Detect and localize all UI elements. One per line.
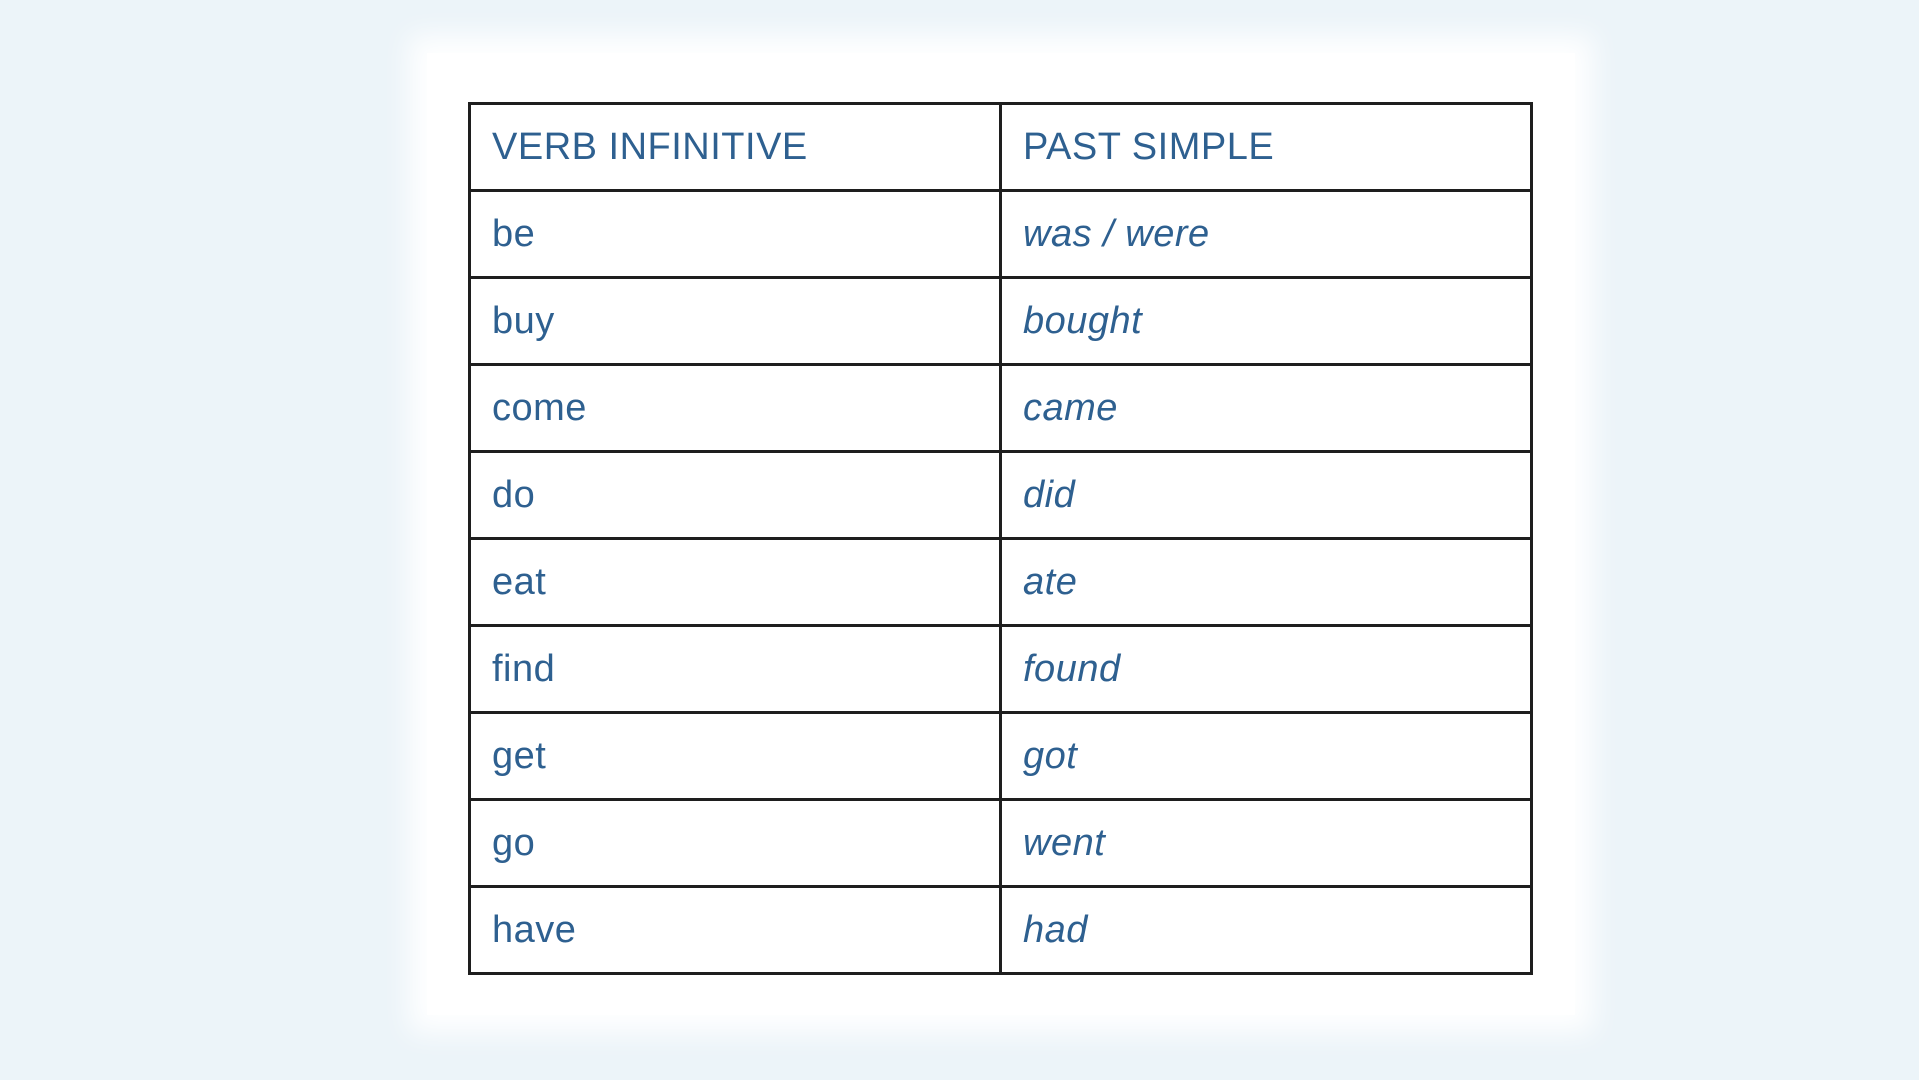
past-simple-cell: found (1001, 626, 1532, 713)
table-row (470, 365, 1532, 452)
infinitive-cell: go (470, 800, 1001, 887)
infinitive-cell: come (470, 365, 1001, 452)
table-row (470, 191, 1532, 278)
infinitive-cell: get (470, 713, 1001, 800)
infinitive-cell: have (470, 887, 1001, 974)
table-row (470, 539, 1532, 626)
column-header-past-simple: PAST SIMPLE (1001, 104, 1532, 191)
past-simple-cell: had (1001, 887, 1532, 974)
past-simple-cell: came (1001, 365, 1532, 452)
infinitive-cell: eat (470, 539, 1001, 626)
table-row (470, 278, 1532, 365)
past-simple-cell: got (1001, 713, 1532, 800)
past-simple-cell: did (1001, 452, 1532, 539)
past-simple-cell: was / were (1001, 191, 1532, 278)
table-row (470, 626, 1532, 713)
table-row (470, 452, 1532, 539)
past-simple-cell: ate (1001, 539, 1532, 626)
infinitive-cell: buy (470, 278, 1001, 365)
past-simple-cell: went (1001, 800, 1532, 887)
verb-table (468, 102, 1533, 975)
column-header-verb-infinitive: VERB INFINITIVE (470, 104, 1001, 191)
infinitive-cell: be (470, 191, 1001, 278)
past-simple-cell: bought (1001, 278, 1532, 365)
infinitive-cell: do (470, 452, 1001, 539)
table-row (470, 800, 1532, 887)
table-row (470, 713, 1532, 800)
document-panel (427, 53, 1575, 1015)
infinitive-cell: find (470, 626, 1001, 713)
header-row (470, 104, 1532, 191)
table-row (470, 887, 1532, 974)
